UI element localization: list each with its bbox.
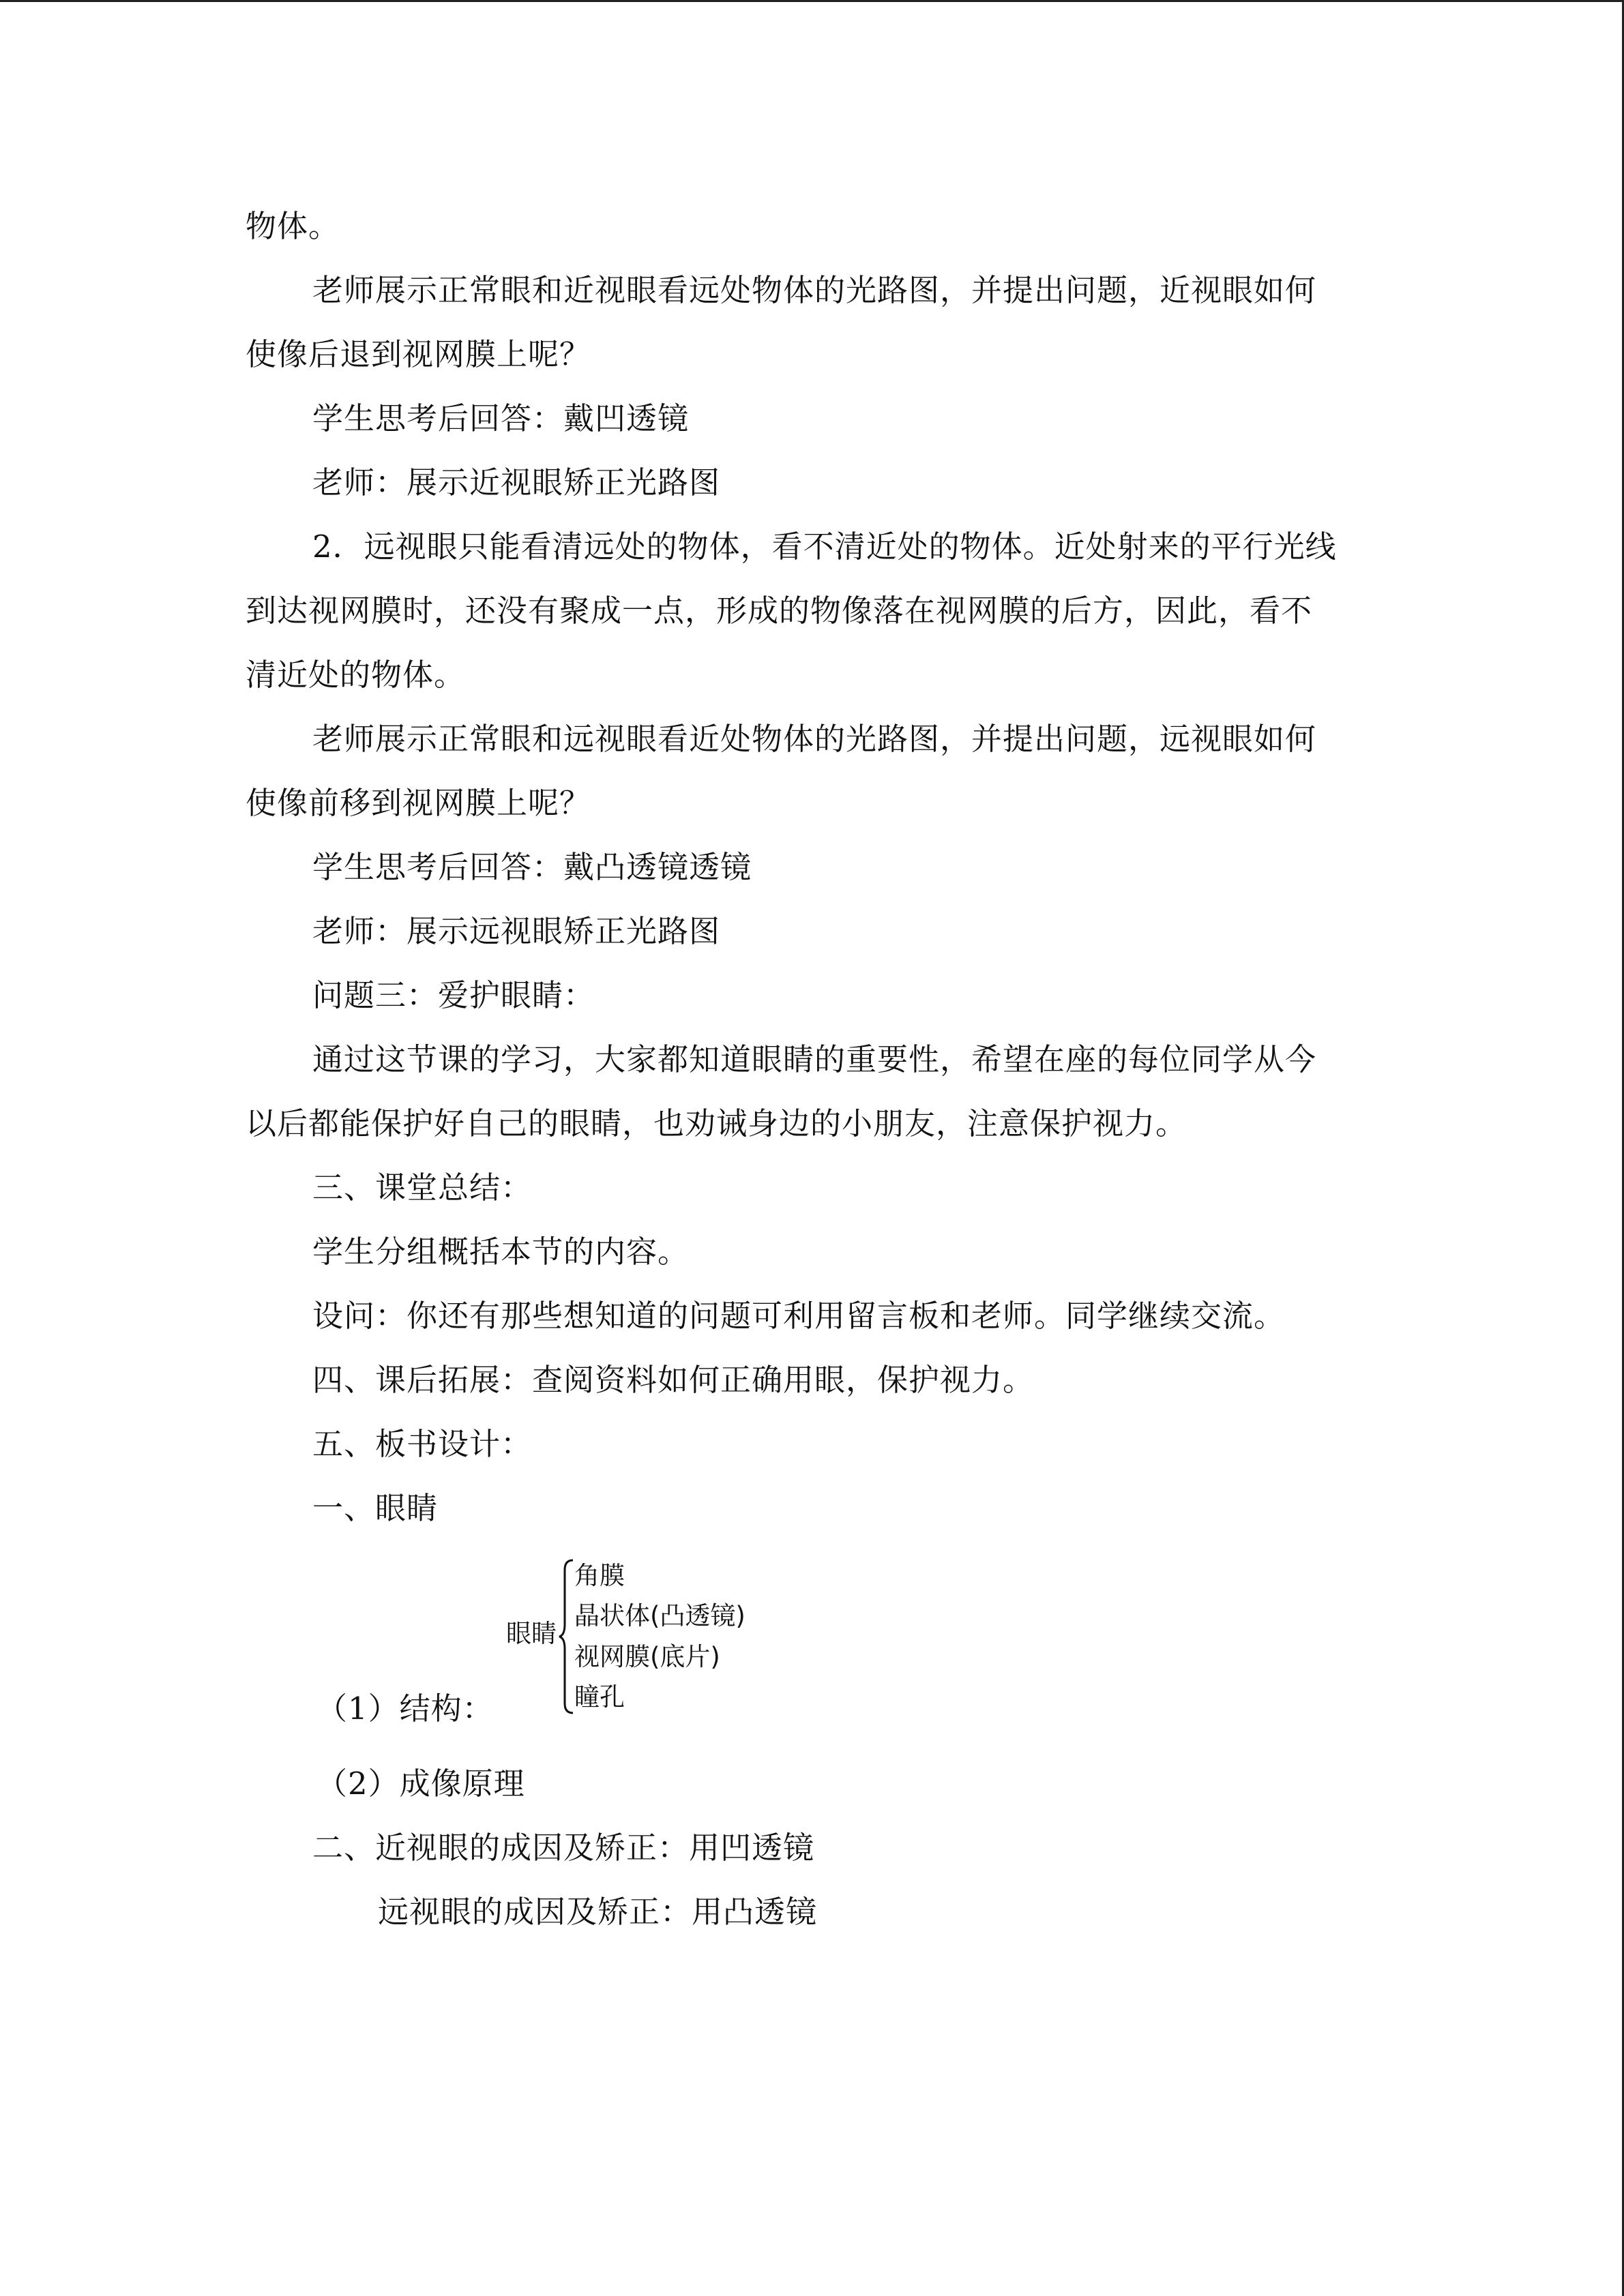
text-line: 清近处的物体。	[246, 657, 466, 693]
text-line: 一、眼睛	[312, 1490, 439, 1526]
text-line: 三、课堂总结：	[312, 1169, 533, 1206]
text-line: 学生思考后回答：戴凸透镜透镜	[312, 849, 752, 885]
text-line: 问题三：爱护眼睛：	[312, 977, 595, 1013]
text-line: 通过这节课的学习，大家都知道眼睛的重要性，希望在座的每位同学从今	[312, 1041, 1317, 1077]
text-line: 以后都能保护好自己的眼睛，也劝诫身边的小朋友，注意保护视力。	[246, 1105, 1187, 1142]
myopia-correction-line: 二、近视眼的成因及矫正：用凹透镜	[312, 1830, 815, 1866]
text-line: 2．远视眼只能看清远处的物体，看不清近处的物体。近处射来的平行光线	[312, 528, 1337, 565]
text-line: 设问：你还有那些想知道的问题可利用留言板和老师。同学继续交流。	[312, 1298, 1286, 1334]
diagram-item: 视网膜(底片)	[574, 1642, 720, 1671]
text-line: 五、板书设计：	[312, 1426, 533, 1462]
curly-brace-icon	[558, 1559, 574, 1714]
imaging-principle-label: （2）成像原理	[316, 1765, 525, 1802]
page-border-top	[0, 0, 1624, 2]
diagram-item: 角膜	[574, 1561, 625, 1590]
text-line: 四、课后拓展：查阅资料如何正确用眼，保护视力。	[312, 1362, 1035, 1398]
text-line: 老师展示正常眼和近视眼看远处物体的光路图，并提出问题，近视眼如何	[312, 272, 1317, 308]
text-line: 物体。	[246, 208, 340, 244]
hyperopia-correction-line: 远视眼的成因及矫正：用凸透镜	[378, 1894, 818, 1930]
text-line: 学生思考后回答：戴凹透镜	[312, 400, 690, 436]
diagram-item: 晶状体(凸透镜)	[574, 1601, 745, 1630]
structure-label: （1）结构：	[316, 1690, 494, 1727]
text-line: 老师：展示远视眼矫正光路图	[312, 913, 721, 949]
eye-structure-root: 眼睛	[506, 1619, 557, 1648]
text-line: 老师展示正常眼和远视眼看近处物体的光路图，并提出问题，远视眼如何	[312, 721, 1317, 757]
diagram-item: 瞳孔	[574, 1682, 625, 1712]
text-line: 到达视网膜时，还没有聚成一点，形成的物像落在视网膜的后方，因此，看不	[246, 593, 1313, 629]
text-line: 学生分组概括本节的内容。	[312, 1234, 690, 1270]
text-line: 使像后退到视网膜上呢？	[246, 336, 591, 372]
text-line: 老师：展示近视眼矫正光路图	[312, 464, 721, 501]
text-line: 使像前移到视网膜上呢？	[246, 785, 591, 821]
